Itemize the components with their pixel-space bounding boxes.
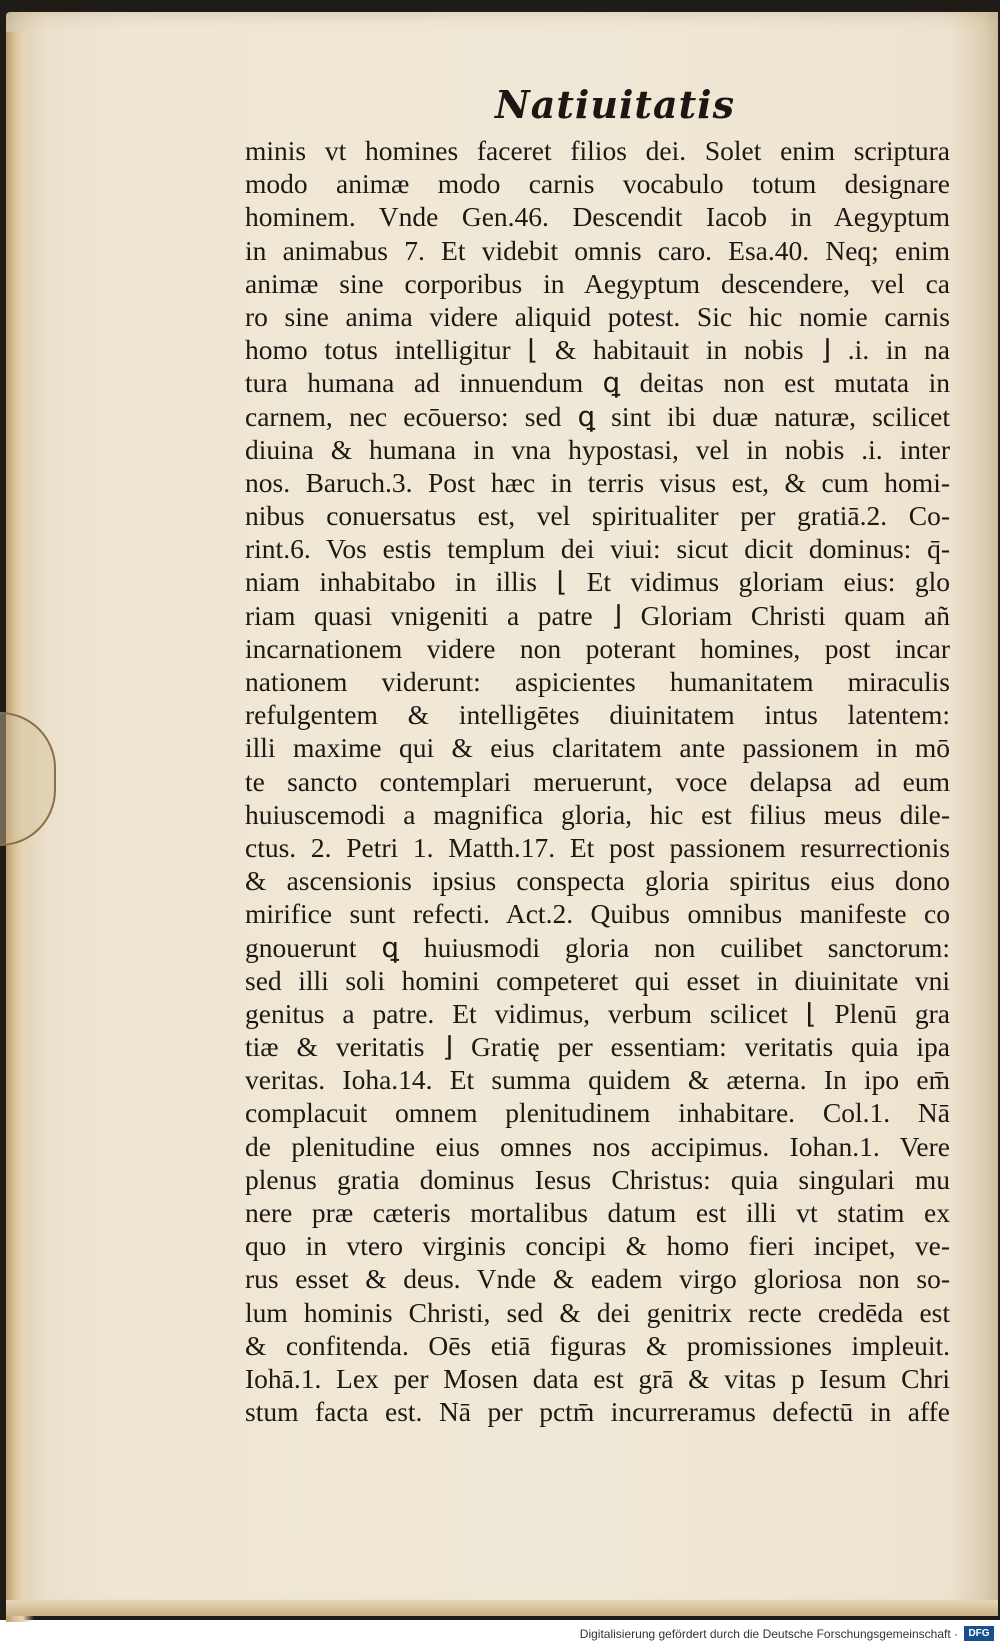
dfg-logo-icon: DFG — [964, 1626, 994, 1641]
text-line: diuina & humana in vna hypostasi, vel in nobis .i. inter — [245, 433, 950, 465]
text-line: sed illi soli homini competeret qui esset in diuinitate vni — [245, 964, 950, 996]
text-line: Iohā.1. Lex per Mosen data est grā & vitas p Iesum Chri — [245, 1362, 950, 1394]
text-line: homo totus intelligitur ⌊ & habitauit in nobis ⌋ .i. in na — [245, 334, 950, 366]
text-line: incarnationem videre non poterant homines, post incar — [245, 632, 950, 664]
text-line: nos. Baruch.3. Post hæc in terris visus est, & cum homi- — [245, 466, 950, 498]
text-line: nibus conuersatus est, vel spiritualiter per gratiā.2. Co- — [245, 500, 950, 532]
text-line: plenus gratia dominus Iesus Christus: quia singulari mu — [245, 1163, 950, 1195]
text-line: modo animæ modo carnis vocabulo totum designare — [245, 168, 950, 200]
page-bottom-edge — [6, 1600, 998, 1616]
text-line: illi maxime qui & eius claritatem ante passionem in mō — [245, 732, 950, 764]
text-line: in animabus 7. Et videbit omnis caro. Esa.40. Neq; enim — [245, 234, 950, 266]
text-line: niam inhabitabo in illis ⌊ Et vidimus gloriam eius: glo — [245, 566, 950, 598]
text-line: quo in vtero virginis concipi & homo fieri incipet, ve- — [245, 1230, 950, 1262]
text-line: ro sine anima videre aliquid potest. Sic hic nomie carnis — [245, 300, 950, 332]
text-line: animæ sine corporibus in Aegyptum descendere, vel ca — [245, 267, 950, 299]
text-line: nere præ cæteris mortalibus datum est illi vt statim ex — [245, 1197, 950, 1228]
text-line: rus esset & deus. Vnde & eadem virgo gloriosa non so- — [245, 1263, 950, 1295]
running-head: Natiuitatis — [495, 82, 735, 127]
text-line: veritas. Ioha.14. Et summa quidem & æterna. In ipo em̄ — [245, 1064, 950, 1096]
text-line: de plenitudine eius omnes nos accipimus. Iohan.1. Vere — [245, 1130, 950, 1162]
digitization-credit: Digitalisierung gefördert durch die Deutsche Forschungsgemeinschaft · — [579, 1627, 958, 1641]
text-line: ctus. 2. Petri 1. Matth.17. Et post passionem resurrectionis — [245, 831, 950, 863]
text-line: genitus a patre. Et vidimus, verbum scilicet ⌊ Plenū gra — [245, 997, 950, 1029]
text-line: complacuit omnem plenitudinem inhabitare. Col.1. Nā — [245, 1097, 950, 1129]
text-line: gnouerunt ꝗ huiusmodi gloria non cuilibet sanctorum: — [245, 931, 950, 963]
text-line: nationem viderunt: aspicientes humanitatem miraculis — [245, 666, 950, 697]
text-line: te sancto contemplari meruerunt, voce delapsa ad eum — [245, 765, 950, 797]
text-line: minis vt homines faceret filios dei. Solet enim scriptura — [245, 135, 950, 166]
text-line: carnem, nec ecōuerso: sed ꝗ sint ibi duæ naturæ, scilicet — [245, 400, 950, 432]
text-line: & confitenda. Oēs etiā figuras & promissiones impleuit. — [245, 1329, 950, 1361]
text-line: mirifice sunt refecti. Act.2. Quibus omnibus manifeste co — [245, 898, 950, 930]
text-line: rint.6. Vos estis templum dei viui: sicut dicit dominus: q̄- — [245, 533, 950, 565]
text-line: tura humana ad innuendum ꝗ deitas non est mutata in — [245, 367, 950, 399]
text-line: & ascensionis ipsius conspecta gloria spiritus eius dono — [245, 865, 950, 897]
footer-bar — [0, 1622, 1000, 1648]
text-line: stum facta est. Nā per pctm̄ incurreramus defectū in affe — [245, 1396, 950, 1428]
text-line: huiuscemodi a magnifica gloria, hic est filius meus dile- — [245, 798, 950, 830]
text-line: hominem. Vnde Gen.46. Descendit Iacob in Aegyptum — [245, 201, 950, 233]
text-line: tiæ & veritatis ⌋ Gratię per essentiam: veritatis quia ipa — [245, 1031, 950, 1063]
text-line: lum hominis Christi, sed & dei genitrix recte credēda est — [245, 1296, 950, 1328]
text-line: riam quasi vnigeniti a patre ⌋ Gloriam Christi quam añ — [245, 599, 950, 631]
text-block — [245, 134, 955, 1428]
text-line: refulgentem & intelligētes diuinitatem intus latentem: — [245, 699, 950, 731]
